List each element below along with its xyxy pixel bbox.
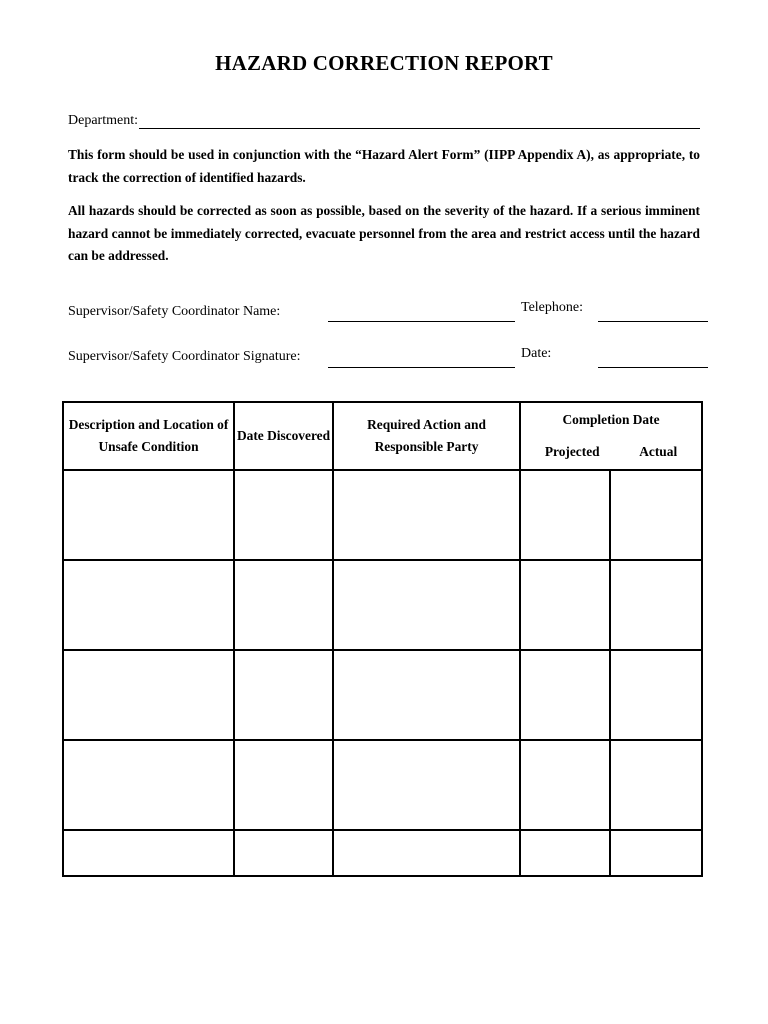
- table-row: [63, 470, 702, 560]
- cell-date-discovered[interactable]: [234, 830, 333, 876]
- cell-description[interactable]: [63, 470, 234, 560]
- header-projected: Projected: [544, 444, 600, 459]
- hazard-table: [62, 401, 703, 877]
- cell-description[interactable]: [63, 740, 234, 830]
- date-field[interactable]: [598, 367, 708, 368]
- table-header-row: [63, 402, 702, 470]
- cell-projected[interactable]: [520, 470, 610, 560]
- supervisor-signature-field[interactable]: [328, 367, 515, 368]
- cell-actual[interactable]: [610, 470, 702, 560]
- cell-required-action[interactable]: [333, 830, 520, 876]
- instruction-paragraph-1: This form should be used in conjunction with the “Hazard Alert Form” (IIPP Appendix A), as appropriate, to track the correction of identified hazards.: [68, 147, 700, 185]
- header-required-action: Required Action and Responsible Party: [333, 402, 520, 470]
- header-completion-date: Completion Date: [562, 411, 660, 427]
- table-row: [63, 830, 702, 876]
- cell-projected[interactable]: [520, 830, 610, 876]
- cell-actual[interactable]: [610, 830, 702, 876]
- table-row: [63, 740, 702, 830]
- header-completion-date-group: [520, 402, 702, 470]
- table-row: [63, 650, 702, 740]
- supervisor-name-field[interactable]: [328, 321, 515, 322]
- cell-required-action[interactable]: [333, 560, 520, 650]
- header-date-discovered: Date Discovered: [234, 402, 333, 470]
- telephone-field[interactable]: [598, 321, 708, 322]
- cell-projected[interactable]: [520, 560, 610, 650]
- cell-date-discovered[interactable]: [234, 650, 333, 740]
- department-row: [68, 109, 700, 129]
- cell-required-action[interactable]: [333, 650, 520, 740]
- department-field[interactable]: [139, 112, 700, 129]
- supervisor-signature-label: Supervisor/Safety Coordinator Signature:: [68, 349, 301, 364]
- table-row: [63, 560, 702, 650]
- header-description: Description and Location of Unsafe Condition: [63, 402, 234, 470]
- cell-description[interactable]: [63, 830, 234, 876]
- instruction-paragraph-2: All hazards should be corrected as soon as possible, based on the severity of the hazard. If a serious imminent hazard cannot be immediately corrected, evacuate personnel from the area and restrict access until the hazard can be addressed.: [68, 203, 700, 263]
- cell-description[interactable]: [63, 560, 234, 650]
- cell-date-discovered[interactable]: [234, 560, 333, 650]
- cell-actual[interactable]: [610, 740, 702, 830]
- cell-required-action[interactable]: [333, 470, 520, 560]
- date-label: Date:: [521, 346, 552, 361]
- cell-projected[interactable]: [520, 740, 610, 830]
- telephone-label: Telephone:: [521, 300, 583, 315]
- cell-description[interactable]: [63, 650, 234, 740]
- supervisor-name-label: Supervisor/Safety Coordinator Name:: [68, 304, 281, 319]
- department-label: Department:: [68, 113, 138, 128]
- cell-actual[interactable]: [610, 650, 702, 740]
- cell-actual[interactable]: [610, 560, 702, 650]
- page-title: HAZARD CORRECTION REPORT: [215, 51, 553, 75]
- instructions: [68, 144, 700, 279]
- cell-required-action[interactable]: [333, 740, 520, 830]
- cell-date-discovered[interactable]: [234, 470, 333, 560]
- cell-projected[interactable]: [520, 650, 610, 740]
- header-actual: Actual: [639, 444, 678, 459]
- cell-date-discovered[interactable]: [234, 740, 333, 830]
